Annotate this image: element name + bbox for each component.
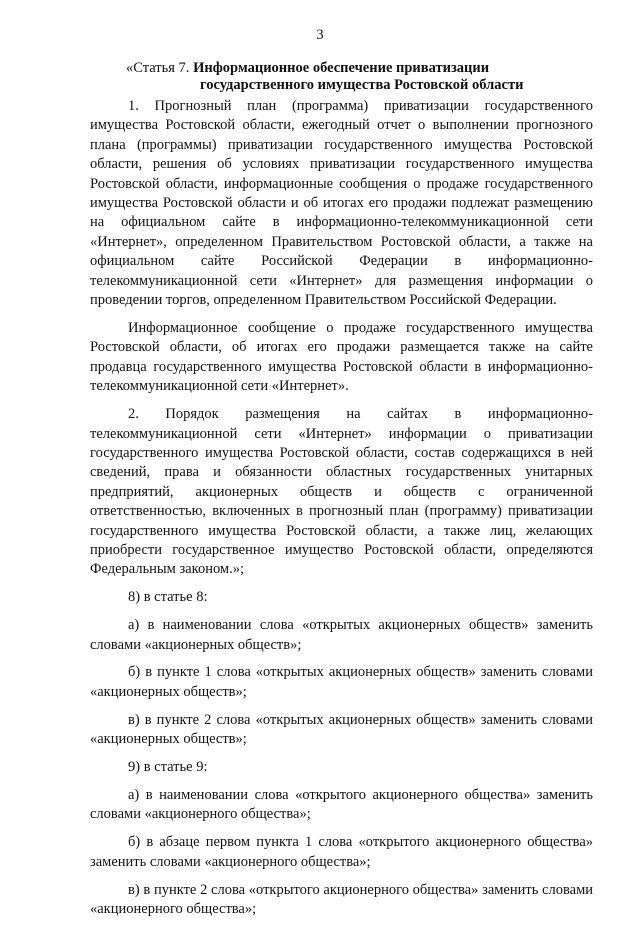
paragraph-6: б) в пункте 1 слова «открытых акционерных обществ» заменить словами «акционерных обществ»; [90,664,593,700]
paragraph-3: 2. Порядок размещения на сайтах в информационно-телекоммуникационной сети «Интернет» информации о приватизации государственного имущества Ростовской области, состав содержащихся в ней сведений, права и обязанности областных государственных унитарных предприятий, акционерных обществ и обществ с ограниченной ответственностью, включенных в прогнозный план (программу) приватизации государственного имущества Ростовской области, а также лиц, желающих приобрести государственное имущество Ростовской области, определяются Федеральным законом.»; [90,406,593,578]
article-body [90,97,593,928]
paragraph-11: в) в пункте 2 слова «открытого акционерного общества» заменить словами «акционерного общества»; [90,881,593,918]
paragraph-1: 1. Прогнозный план (программа) приватизации государственного имущества Ростовской области, ежегодный отчет о выполнении прогнозного плана (программы) приватизации государственного имущества Ростовской области, решения об условиях приватизации государственного имущества Ростовской области, информационные сообщения о продаже государственного имущества Ростовской области и об итогах его продажи подлежат размещению на официальном сайте в информационно-телекоммуникационной сети «Интернет», определенном Правительством Ростовской области, а также на официальном сайте Российской Федерации в информационно-телекоммуникационной сети «Интернет» для размещения информации о проведении торгов, определенном Правительством Российской Федерации. [90,98,593,309]
paragraph-4: 8) в статье 8: [128,589,208,606]
paragraph-8: 9) в статье 9: [128,759,208,776]
paragraph-2: Информационное сообщение о продаже государственного имущества Ростовской области, об итогах его продажи размещается также на сайте продавца государственного имущества Ростовской области в информационно-телекоммуникационной сети «Интернет». [90,319,593,395]
article-title-line2: государственного имущества Ростовской области [200,77,524,93]
paragraph-10: б) в абзаце первом пункта 1 слова «открытого акционерного общества» заменить словами «акционерного общества»; [90,834,593,870]
article-title-line1: Информационное обеспечение приватизации [193,60,490,76]
paragraph-7: в) в пункте 2 слова «открытых акционерных обществ» заменить словами «акционерных обществ»; [90,711,593,748]
paragraph-9: а) в наименовании слова «открытого акционерного общества» заменить словами «акционерного общества»; [90,787,593,823]
article-prefix: «Статья 7. [126,60,194,76]
article-heading [126,60,566,94]
page-number: 3 [316,27,324,43]
paragraph-5: а) в наименовании слова «открытых акционерных обществ» заменить словами «акционерных обществ»; [90,617,593,653]
